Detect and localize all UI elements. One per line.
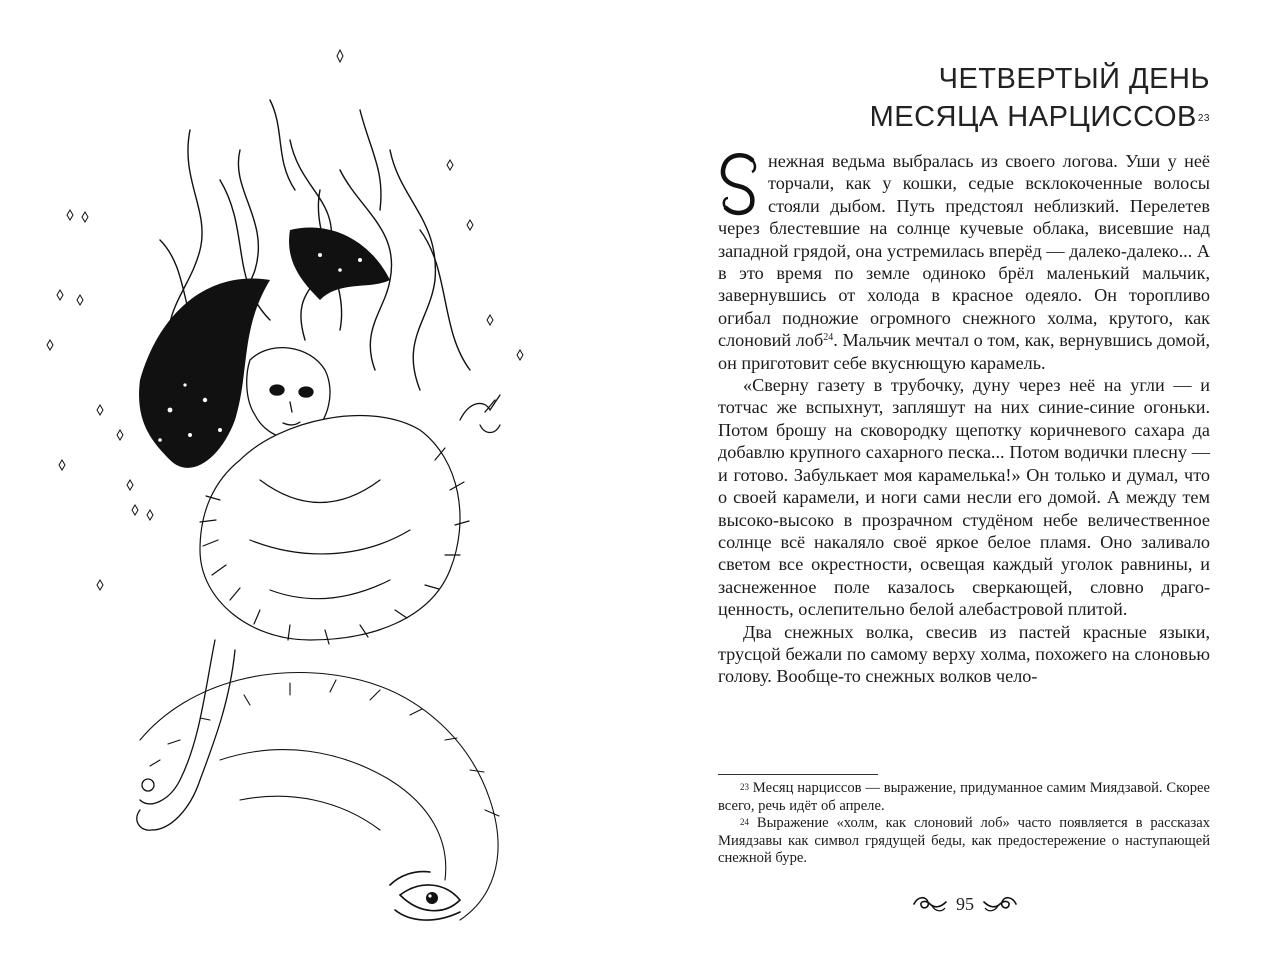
- paragraph-1-text: нежная ведьма выбралась из своего логова. Уши у неё торчали, как у кошки, седые всклокоченные волосы стояли дыбом. Путь предстоял неблизкий. Перелетев через блестевшие на солнце кучевые облака, висевшие над западной грядой, она устремилась вперёд — далеко-далеко... А в это время по земле одиноко брёл маленький мальчик, завернувшись от холода в красное одеяло. Он торопливо огибал подножие огромного снежного холма, крутого, как слоновий лоб: [718, 151, 1210, 351]
- dropcap: [718, 152, 762, 216]
- ornament-flourish-right-icon: [982, 894, 1018, 914]
- page-number: 95: [956, 893, 974, 914]
- ornament-flourish-left-icon: [912, 894, 948, 914]
- chapter-title-line-2: [718, 98, 1210, 136]
- paragraph-1: [718, 150, 1210, 374]
- footnotes: [718, 780, 1210, 868]
- footnote-23-number: 23: [740, 782, 749, 792]
- paragraph-1-tail: . Мальчик мечтал о том, как, вернувшись домой, он приготовит себе вкуснющую карамель.: [718, 330, 1210, 373]
- fur-cloak: [200, 416, 469, 644]
- text-page: [718, 60, 1210, 688]
- paragraph-3: Два снежных волка, свесив из пастей красные языки, трусцой бежали по самому верху холма, похожего на слоновью голову. Вообще-то снежных волков чело-: [718, 621, 1210, 687]
- footnote-ref-24[interactable]: 24: [823, 332, 834, 344]
- snow-witch-illustration: [40, 40, 570, 930]
- witch-hand: [460, 395, 500, 433]
- witch-leg: [137, 640, 235, 830]
- footnote-divider: [718, 774, 878, 775]
- page-footer: [905, 890, 1025, 918]
- footnote-24-number: 24: [740, 817, 749, 828]
- svg-text:С: С: [718, 152, 719, 153]
- footnote-23-text: Месяц нарциссов — выражение, придуманное самим Миядзавой. Скорее всего, речь идёт об апреле.: [718, 780, 1210, 814]
- footnote-24-text: Выражение «холм, как слоновий лоб» часто появляется в рассказах Миядзавы как символ грядущей беды, как предостережение о наступающей снежной буре.: [718, 815, 1210, 867]
- body-text: [718, 150, 1210, 688]
- footnote-24: [718, 815, 1210, 868]
- chapter-title: [718, 60, 1210, 136]
- footnote-ref-23[interactable]: 23: [1197, 113, 1210, 124]
- chapter-title-line-2-text: МЕСЯЦА НАРЦИССОВ: [869, 101, 1197, 133]
- footnote-23: [718, 780, 1210, 815]
- dropcap-glyph-icon: [718, 152, 762, 216]
- chapter-title-line-1: ЧЕТВЕРТЫЙ ДЕНЬ: [938, 63, 1210, 95]
- paragraph-2: «Сверну газету в трубочку, дуну через неё на угли — и тотчас же вспыхнут, запляшут на них синие-синие огоньки. Потом брошу на сковородку щепотку коричневого сахара да добавлю крупного сахарного песка... Потом водички плесну — и готово. Забулькает моя карамелька!» Он только и думал, что о своей карамели, и ноги сами несли его домой. А между тем высоко-высоко в прозрачном студёном небе величественное солнце всё накаляло своё яркое белое пламя. Оно заливало светом все окрестности, освещая каждый уголок равнины, и заснеженное поле казалось сверкающей, словно драгоценность, ослепительно белой алебастровой плитой.: [718, 375, 1210, 620]
